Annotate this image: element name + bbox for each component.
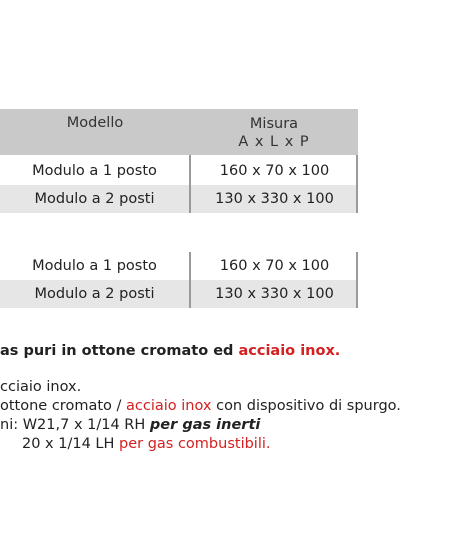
line2-tail: con dispositivo di spurgo. [211, 398, 401, 414]
table-2 [0, 252, 358, 308]
cell-size: 130 x 330 x 100 [215, 191, 334, 207]
description-line-3 [0, 417, 466, 433]
description-line-2 [0, 398, 466, 414]
line2-text: ottone cromato / [0, 398, 126, 414]
table-row [0, 157, 358, 185]
line4-text: 20 x 1/14 LH [22, 436, 120, 452]
line3-text: ni: W21,7 x 1/14 RH [0, 417, 150, 433]
line4-accent: per gas combustibili. [119, 436, 271, 452]
line1-text: cciaio inox. [0, 379, 82, 395]
cell-model: Modulo a 2 posti [34, 286, 155, 302]
table-row [0, 280, 358, 308]
cell-model: Modulo a 1 posto [32, 163, 157, 179]
header-size-dimensions: A x L x P [238, 134, 310, 150]
heading-text: as puri in ottone cromato ed [0, 343, 239, 359]
cell-size: 130 x 330 x 100 [215, 286, 334, 302]
line2-accent: acciaio inox [126, 398, 212, 414]
table-right-border [356, 252, 358, 308]
heading-accent: acciaio inox. [238, 343, 341, 359]
table-row [0, 185, 358, 213]
column-divider [189, 252, 191, 308]
header-size-label: Misura [249, 116, 299, 132]
table-row [0, 252, 358, 280]
description-line-1 [0, 379, 466, 395]
cell-model: Modulo a 2 posti [34, 191, 155, 207]
header-size [190, 115, 358, 161]
table-header [0, 109, 358, 155]
cell-size: 160 x 70 x 100 [219, 258, 330, 274]
header-model: Modello [66, 115, 124, 131]
cell-size: 160 x 70 x 100 [219, 163, 330, 179]
column-divider [189, 155, 191, 213]
table-1 [0, 109, 358, 215]
cell-model: Modulo a 1 posto [32, 258, 157, 274]
table-right-border [356, 155, 358, 213]
description-heading [0, 343, 466, 359]
line3-emphasis: per gas inerti [149, 417, 261, 433]
description-line-4 [22, 436, 466, 452]
